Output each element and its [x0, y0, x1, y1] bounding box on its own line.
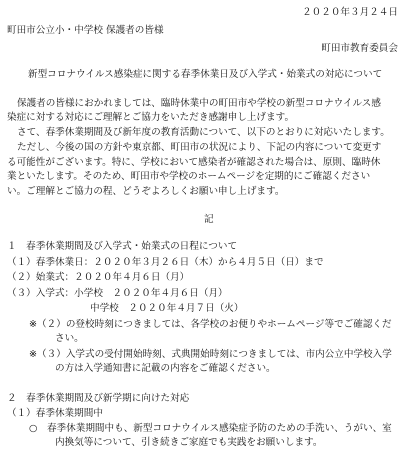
intro-line: る可能性がございます。特に、学校において感染者が確認された場合は、原則、臨時休 [7, 157, 381, 168]
document-title: 新型コロナウイルス感染症に関する春季休業日及び入学式・始業式の対応について [28, 69, 383, 80]
addressee: 町田市公立小・中学校 保護者の皆様 [7, 25, 164, 36]
section-1-note-2: ※（３）入学式の受付開始時刻、式典開始時刻につきましては、市内公立中学校入学 [29, 349, 392, 360]
section-2-subheading: （１）春季休業期間中 [7, 408, 103, 419]
intro-line: 保護者の皆様におかれましては、臨時休業中の町田市や学校の新型コロナウイルス感 [17, 98, 381, 109]
section-1-heading: １ 春季休業期間及び入学式・始業式の日程について [7, 241, 238, 252]
sender: 町田市教育委員会 [321, 43, 398, 54]
section-2-bullet-1: ○ 春季休業期間中も、新型コロナウイルス感染症予防のための手洗い、うがい、室 [29, 423, 392, 434]
section-1-item-3-middle: 中学校 ２０２０年４月７日（火） [90, 303, 244, 314]
document-date: ２０２０年３月２４日 [302, 7, 398, 18]
intro-line: さて、春季休業期間及び新年度の教育活動について、以下のとおりに対応いたします。 [17, 127, 390, 138]
ki-heading: 記 [204, 214, 214, 225]
section-1-item-1: （１）春季休業日：２０２０年３月２６日（木）から４月５日（日）まで [7, 257, 324, 268]
intro-line: 染症に対する対応にご理解とご協力をいただき感謝申し上げます。 [7, 112, 295, 123]
intro-line: 業といたします。そのため、町田市や学校のホームページを定期的にご確認ください [7, 171, 371, 182]
section-1-note-1: ※（２）の登校時刻につきましては、各学校のお便りやホームページ等でご確認くだ [29, 319, 392, 330]
section-2-bullet-1-cont: 内換気等について、引き続きご家庭でも実践をお願いします。 [55, 437, 323, 448]
intro-line: い。ご理解とご協力の程、どうぞよろしくお願い申し上げます。 [7, 186, 285, 197]
section-1-item-2: （２）始業式：２０２０年４月６日（月） [7, 272, 190, 283]
intro-line: ただし、今後の国の方針や東京都、町田市の状況により、下記の内容について変更す [17, 142, 382, 153]
section-2-heading: ２ 春季休業期間及び新学期に向けた対応 [7, 393, 190, 404]
section-1-note-2-cont: の方は入学通知書に記載の内容をご確認ください。 [55, 363, 276, 374]
section-1-note-1-cont: さい。 [55, 333, 84, 344]
section-1-item-3: （３）入学式：小学校 ２０２０年４月６日（月） [7, 288, 228, 299]
